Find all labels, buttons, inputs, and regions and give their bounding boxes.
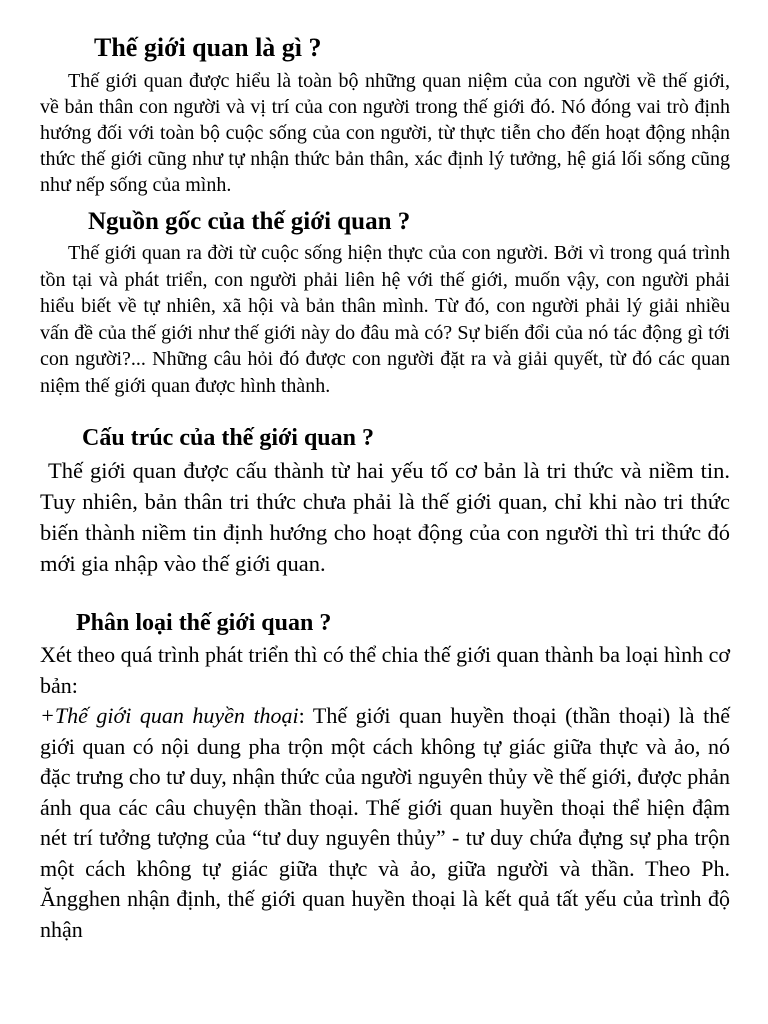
section-title-structure: Cấu trúc của thế giới quan ? [82, 425, 374, 451]
item-body-mythical: : Thế giới quan huyền thoại (thần thoại) là thế giới quan có nội dung pha trộn một cách không tự giác giữa thực và ảo, nó đặc trưng cho tư duy, nhận thức của người nguyên thủy về thế giới, được phản ánh qua các câu chuyện thần thoại. Thế giới quan huyền thoại thể hiện đậm nét trí tưởng tượng của “tư duy nguyên thủy” - tư duy chứa đựng sự pha trộn một cách không tự giác giữa thực và ảo, giữa người và thần. Theo Ph. Ăngghen nhận định, thế giới quan huyền thoại là kết quả tất yếu của trình độ nhận [40, 703, 730, 942]
section-body-what-is-worldview: Thế giới quan được hiểu là toàn bộ những quan niệm của con người về thế giới, về bản thân con người và vị trí của con người trong thế giới đó. Nó đóng vai trò định hướng đối với toàn bộ cuộc sống của con người, từ thực tiễn cho đến hoạt động nhận thức thế giới cũng như tự nhận thức bản thân, xác định lý tưởng, hệ giá lối sống cũng như nếp sống của mình. [40, 70, 730, 196]
section-body-structure: Thế giới quan được cấu thành từ hai yếu tố cơ bản là tri thức và niềm tin. Tuy nhiên, bản thân tri thức chưa phải là thế giới quan, chỉ khi nào tri thức biến thành niềm tin định hướng cho hoạt động của con người thì tri thức đó mới gia nhập vào thế giới quan. [40, 458, 730, 576]
section-body-classification-item [40, 701, 730, 945]
section-title-what-is-worldview: Thế giới quan là gì ? [94, 33, 322, 62]
section-title-classification: Phân loại thế giới quan ? [76, 610, 332, 636]
document-page [40, 28, 730, 945]
item-label-mythical: +Thế giới quan huyền thoại [40, 703, 299, 728]
section-body-origin: Thế giới quan ra đời từ cuộc sống hiện thực của con người. Bởi vì trong quá trình tồn tại và phát triển, con người phải liên hệ với thế giới, muốn vậy, con người phải hiểu biết về tự nhiên, xã hội và bản thân mình. Từ đó, con người phải lý giải nhiều vấn đề của thế giới như thế giới này do đâu mà có? Sự biến đổi của nó tác động gì tới con người?... Những câu hỏi đó được con người đặt ra và giải quyết, từ đó các quan niệm thế giới quan được hình thành. [40, 242, 730, 397]
section-title-origin: Nguồn gốc của thế giới quan ? [88, 208, 411, 235]
section-body-classification-intro: Xét theo quá trình phát triển thì có thể chia thế giới quan thành ba loại hình cơ bản: [40, 642, 730, 698]
